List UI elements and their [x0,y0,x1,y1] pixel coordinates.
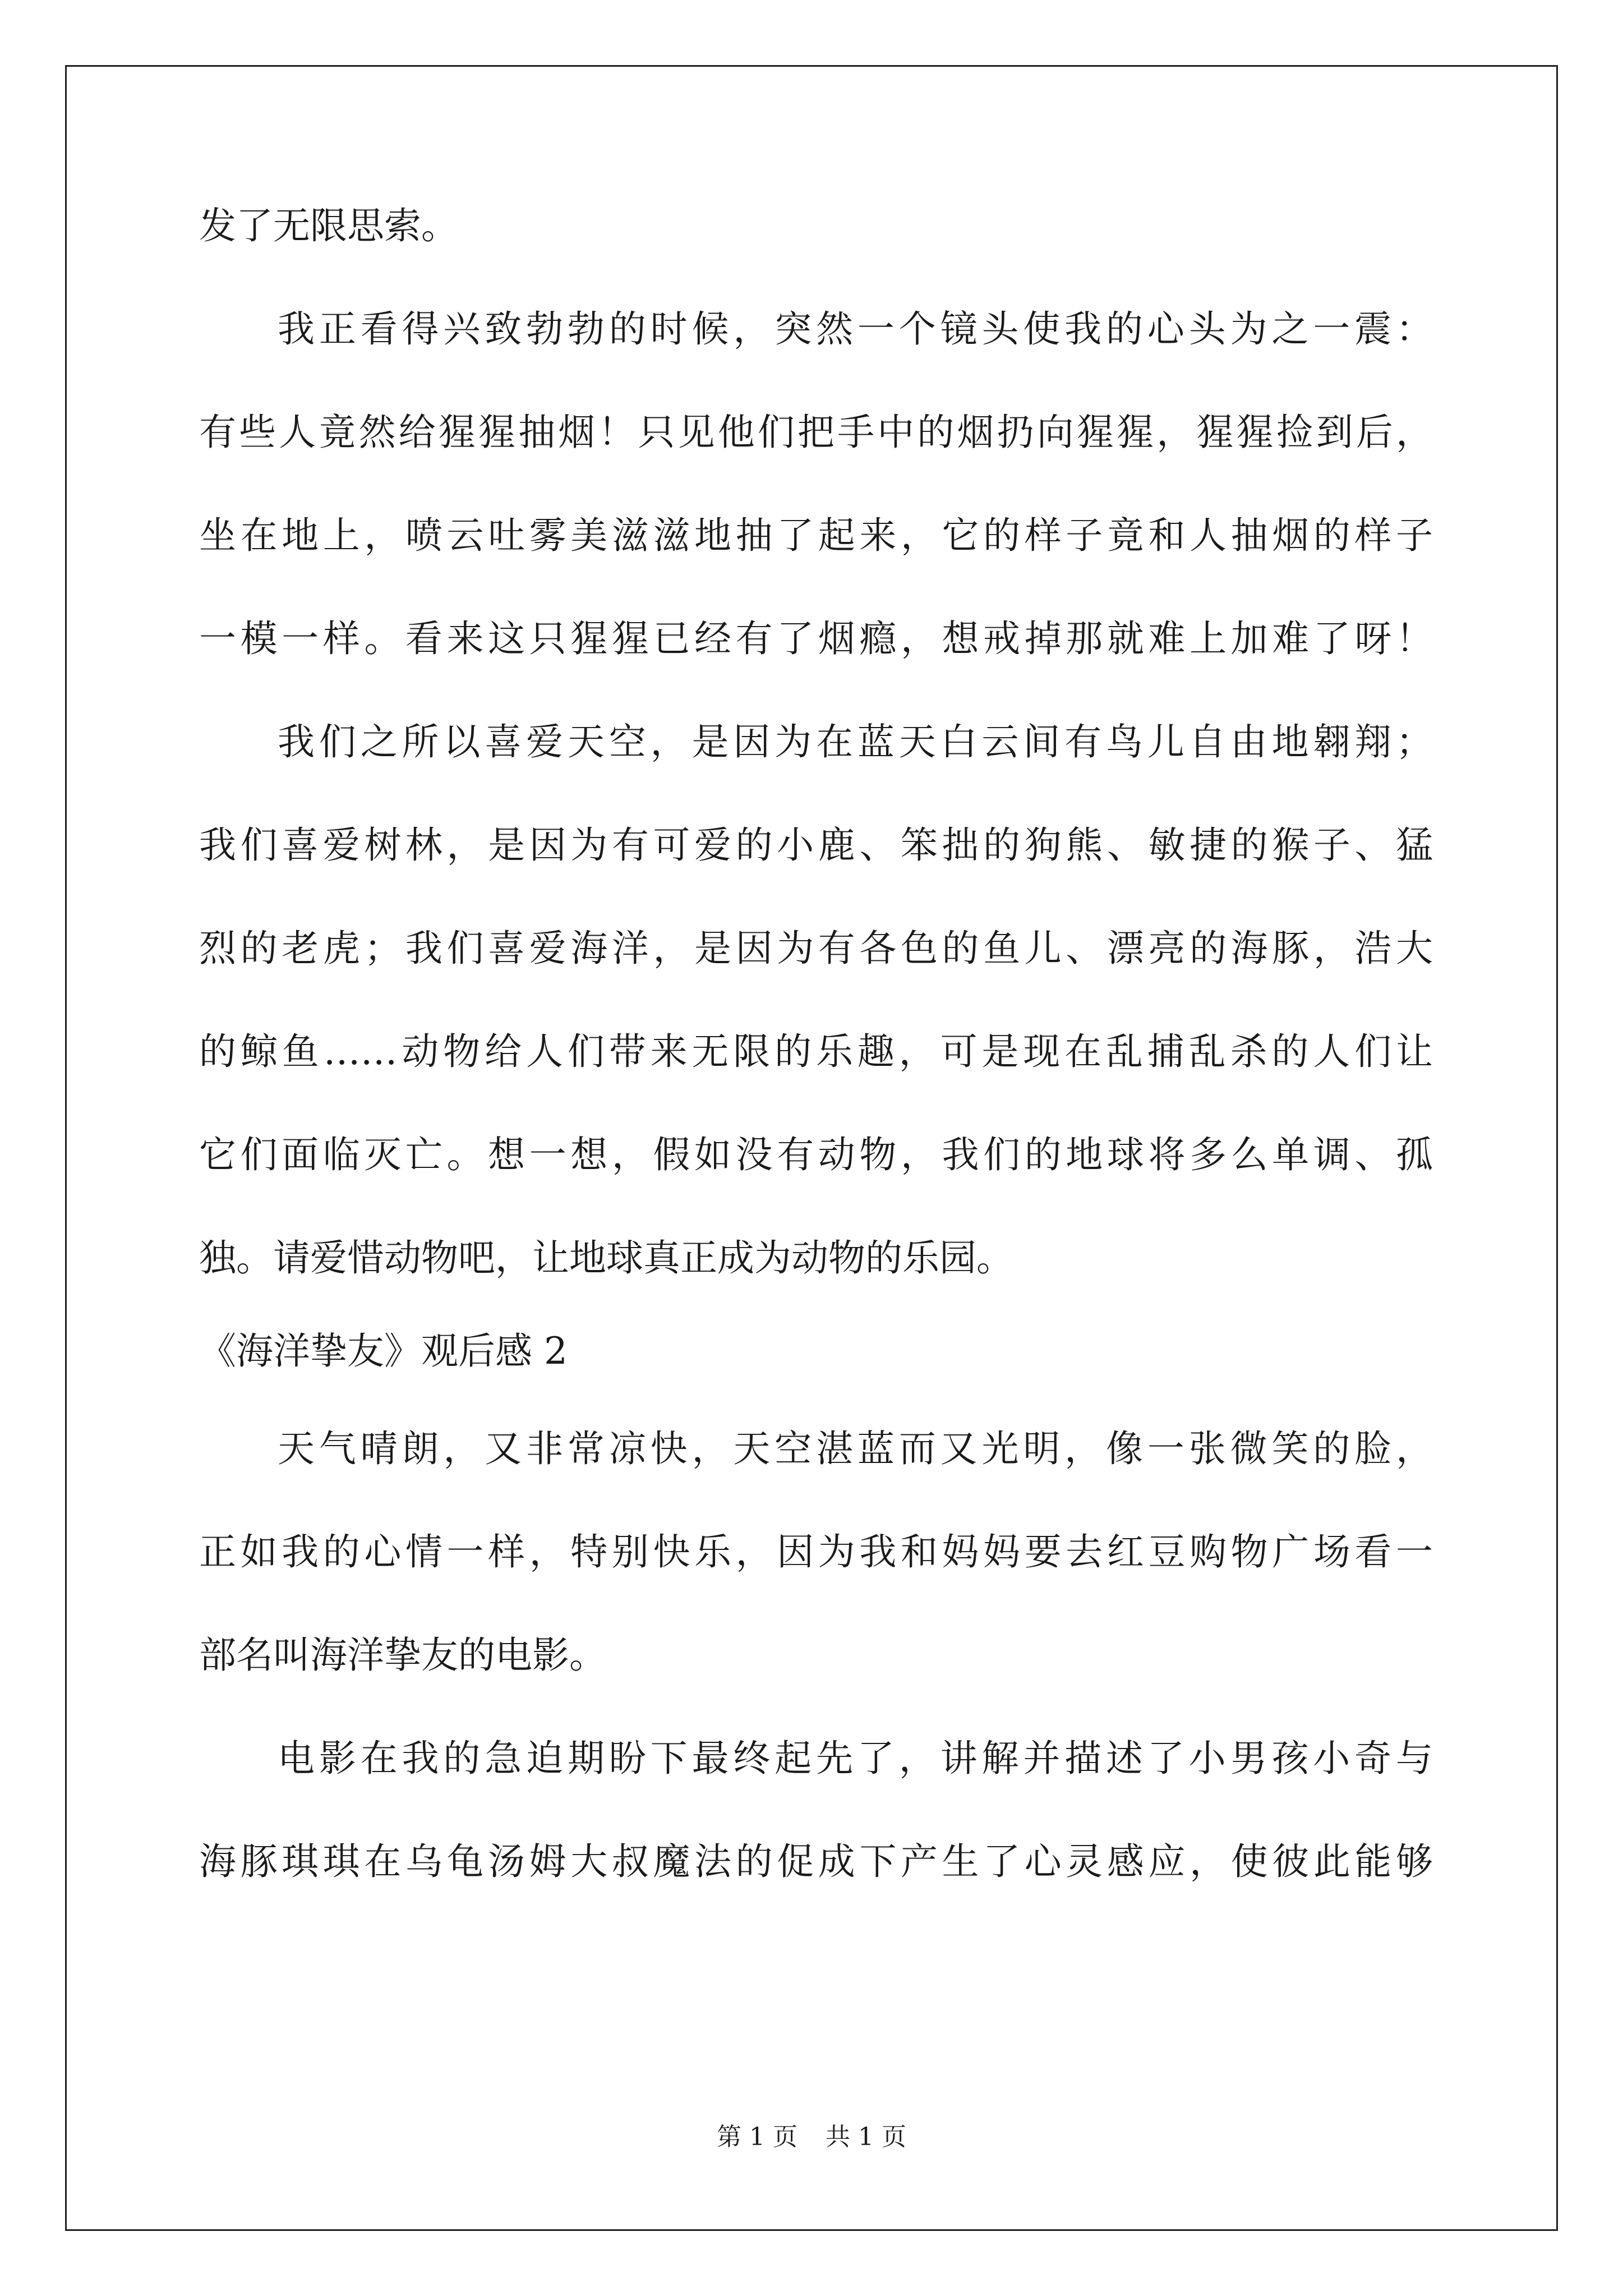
section-heading: 《海洋挚友》观后感 2 [199,1329,568,1373]
page-total: 共 1 页 [826,2123,906,2151]
paragraph-first-line: 我们之所以喜爱天空，是因为在蓝天白云间有鸟儿自由地翱翔； [278,720,1433,763]
text-line: 的鲸鱼……动物给人们带来无限的乐趣，可是现在乱捕乱杀的人们让 [199,1030,1433,1073]
text-line: 部名叫海洋挚友的电影。 [199,1634,606,1677]
text-line: 发了无限思索。 [199,204,458,247]
paragraph-first-line: 我正看得兴致勃勃的时候，突然一个镜头使我的心头为之一震： [278,307,1433,351]
paragraph-first-line: 电影在我的急迫期盼下最终起先了，讲解并描述了小男孩小奇与 [278,1737,1433,1780]
text-line: 有些人竟然给猩猩抽烟！只见他们把手中的烟扔向猩猩，猩猩捡到后， [199,411,1433,454]
text-line: 一模一样。看来这只猩猩已经有了烟瘾，想戒掉那就难上加难了呀！ [199,617,1433,660]
text-line: 烈的老虎；我们喜爱海洋，是因为有各色的鱼儿、漂亮的海豚，浩大 [199,927,1433,970]
paragraph-first-line: 天气晴朗，又非常凉快，天空湛蓝而又光明，像一张微笑的脸， [278,1427,1433,1470]
text-line: 正如我的心情一样，特别快乐，因为我和妈妈要去红豆购物广场看一 [199,1530,1433,1573]
page-number: 第 1 页 [717,2123,797,2151]
text-line: 它们面临灭亡。想一想，假如没有动物，我们的地球将多么单调、孤 [199,1133,1433,1176]
text-line: 坐在地上，喷云吐雾美滋滋地抽了起来，它的样子竟和人抽烟的样子 [199,514,1433,557]
page-footer [0,2120,1623,2154]
text-line: 我们喜爱树林，是因为有可爱的小鹿、笨拙的狗熊、敏捷的猴子、猛 [199,823,1433,867]
text-line: 独。请爱惜动物吧，让地球真正成为动物的乐园。 [199,1236,1013,1280]
text-line: 海豚琪琪在乌龟汤姆大叔魔法的促成下产生了心灵感应，使彼此能够 [199,1840,1433,1883]
